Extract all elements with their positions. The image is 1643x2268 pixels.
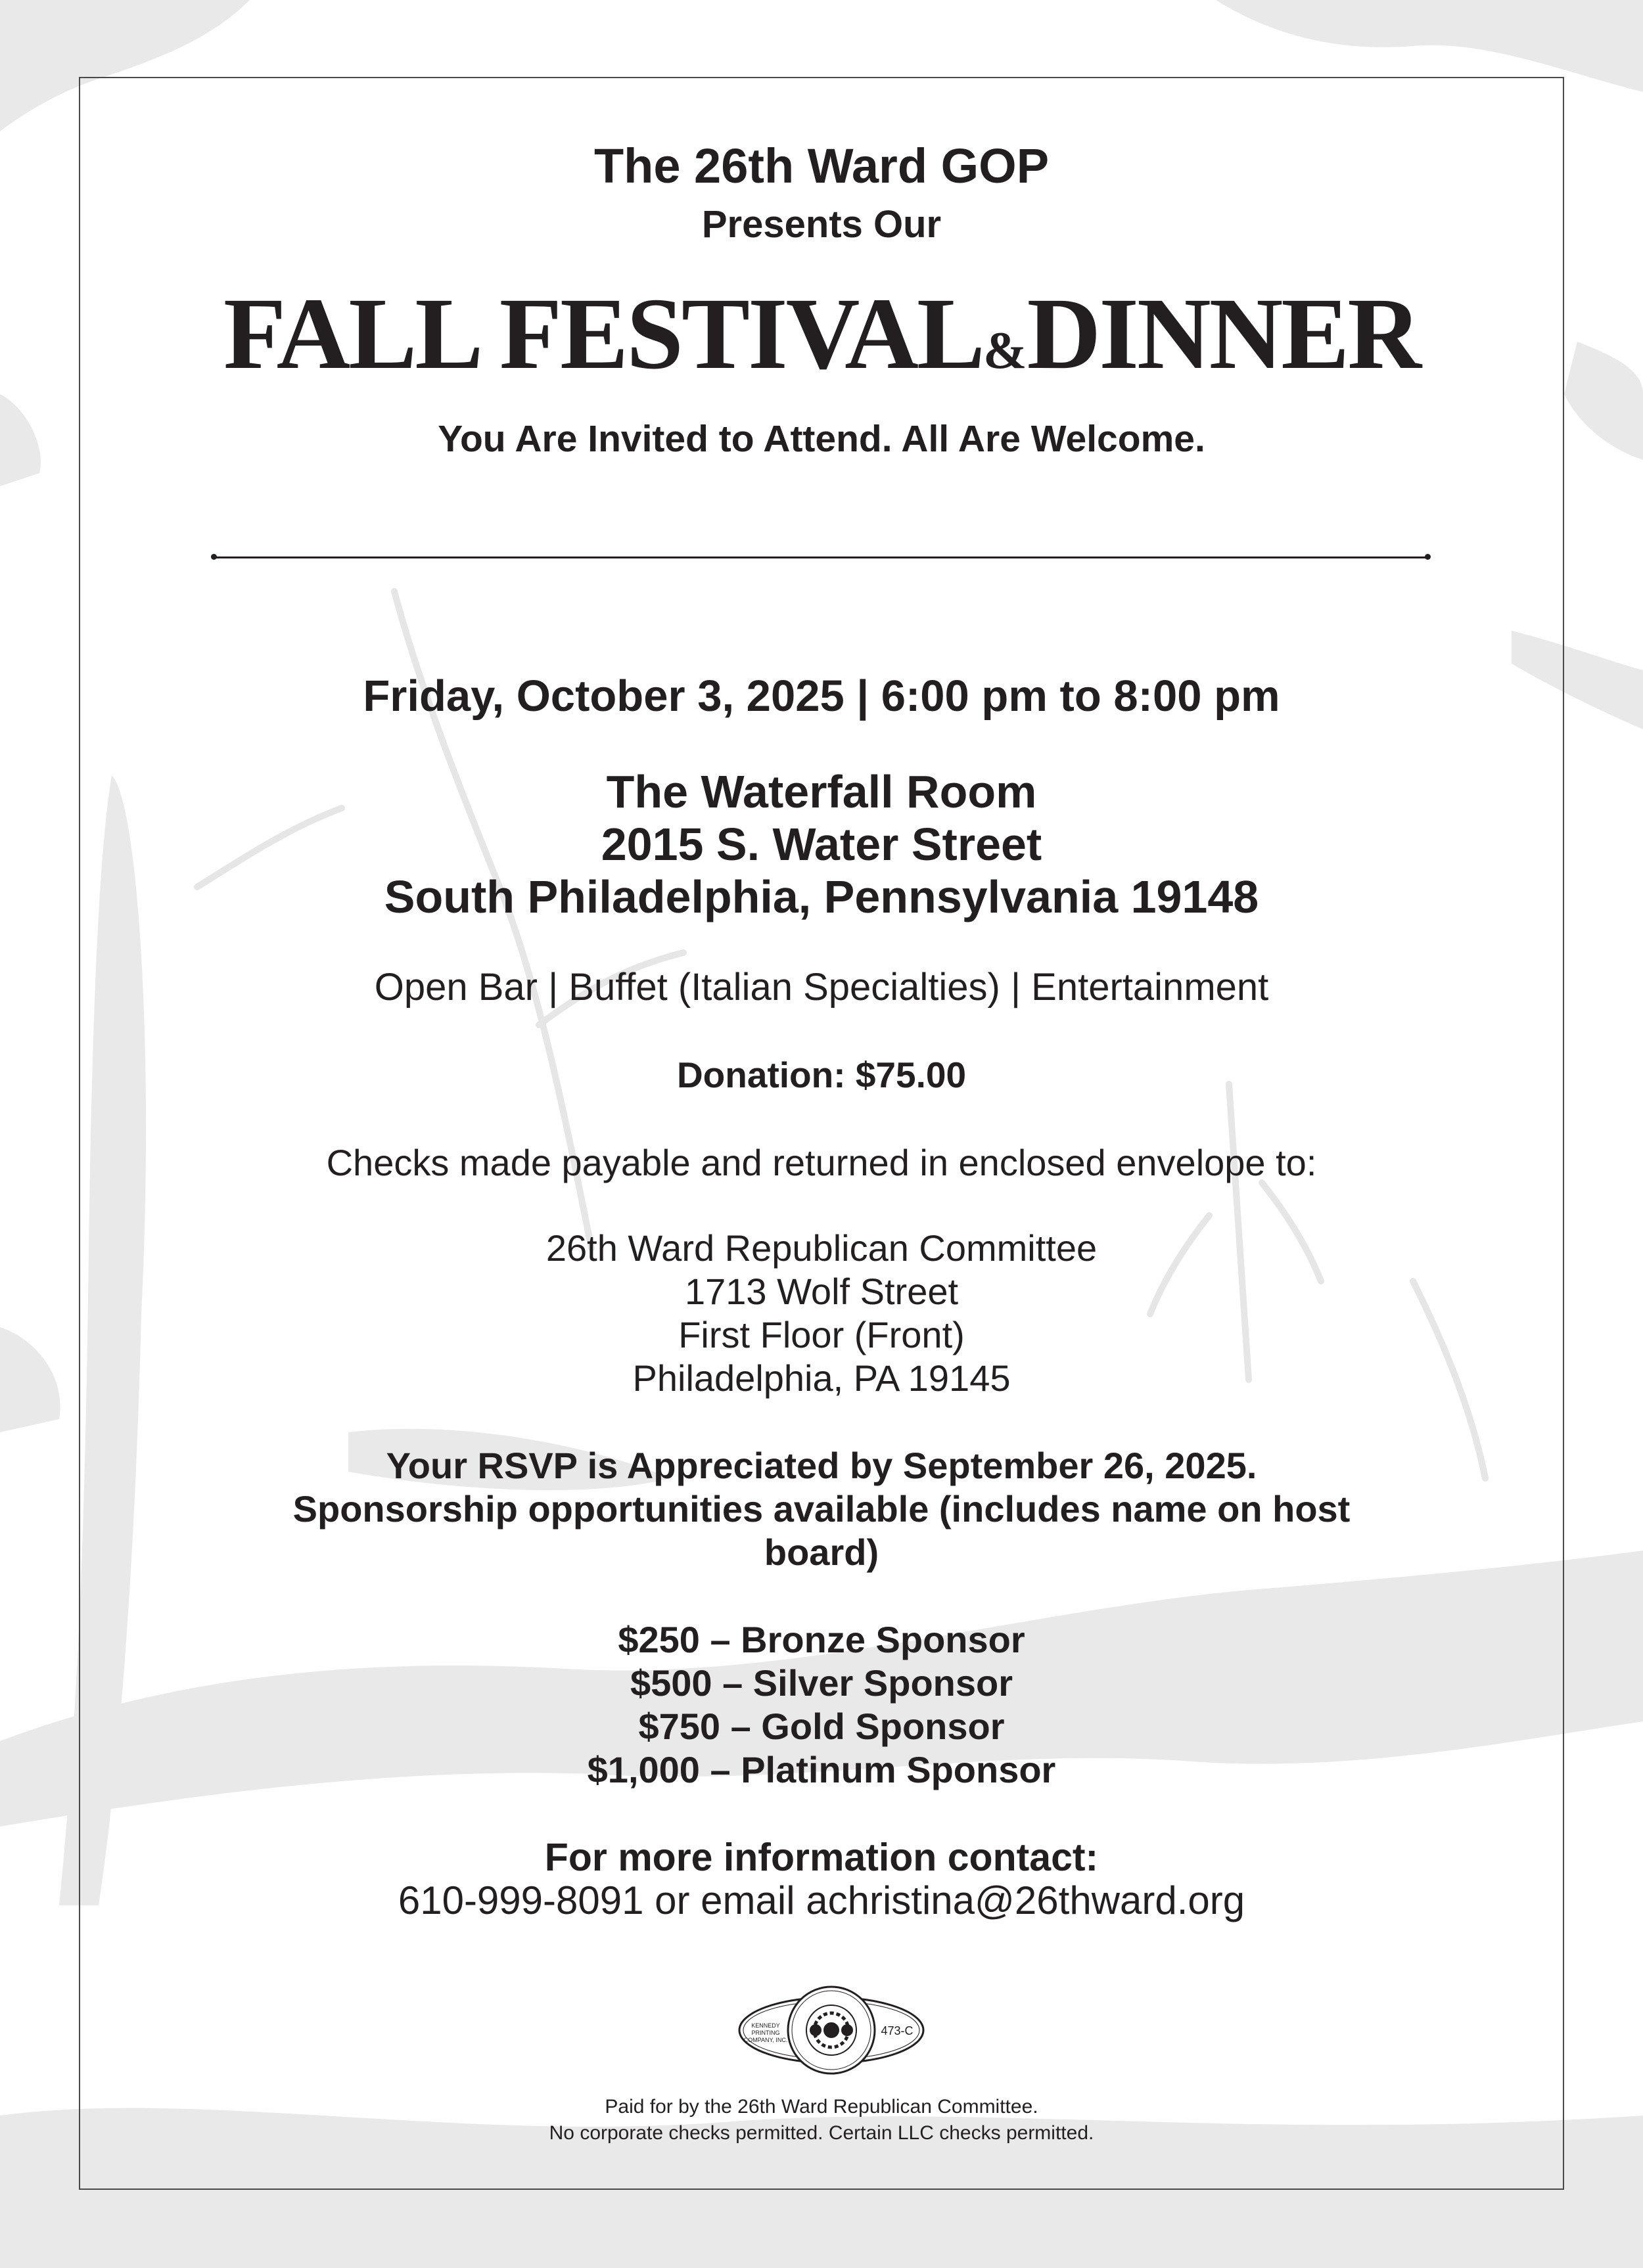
presents-line: Presents Our xyxy=(701,203,942,246)
union-label-logo xyxy=(733,1978,930,2083)
sponsor-tier: $750 – Gold Sponsor xyxy=(638,1706,1005,1747)
event-datetime: Friday, October 3, 2025 | 6:00 pm to 8:00 pm xyxy=(363,671,1280,721)
svg-text:KENNEDY: KENNEDY xyxy=(751,2022,780,2029)
venue-street: 2015 S. Water Street xyxy=(601,819,1042,870)
venue-name: The Waterfall Room xyxy=(606,766,1037,817)
title-part-1: FALL FESTIVAL xyxy=(223,277,983,390)
rsvp-deadline: Your RSVP is Appreciated by September 26, 2025. xyxy=(386,1445,1257,1486)
sponsorship-note: Sponsorship opportunities available (includes name on host xyxy=(292,1488,1351,1530)
sponsorship-note-cont: board) xyxy=(764,1531,879,1573)
payment-instructions: Checks made payable and returned in enclosed envelope to: xyxy=(326,1142,1317,1183)
address-line: First Floor (Front) xyxy=(678,1314,965,1355)
divider-dot-right xyxy=(1425,554,1431,560)
svg-text:473-C: 473-C xyxy=(881,2024,914,2037)
divider-dot-left xyxy=(211,554,217,560)
contact-details: 610-999-8091 or email achristina@26thward.org xyxy=(398,1878,1245,1922)
sponsor-tier: $500 – Silver Sponsor xyxy=(630,1662,1013,1704)
svg-text:PRINTING: PRINTING xyxy=(751,2030,780,2036)
sponsor-tier: $1,000 – Platinum Sponsor xyxy=(587,1749,1056,1790)
title-part-2: DINNER xyxy=(1027,277,1420,390)
footer-paid-for: Paid for by the 26th Ward Republican Committee. xyxy=(605,2096,1038,2118)
sponsor-tier: $250 – Bronze Sponsor xyxy=(618,1619,1025,1660)
venue-city: South Philadelphia, Pennsylvania 19148 xyxy=(384,871,1259,922)
address-line: 26th Ward Republican Committee xyxy=(545,1227,1098,1269)
event-title xyxy=(0,275,1643,393)
divider xyxy=(214,556,1428,558)
amenities: Open Bar | Buffet (Italian Specialties) | Entertainment xyxy=(374,966,1269,1009)
footer-disclaimer: No corporate checks permitted. Certain LLC checks permitted. xyxy=(549,2122,1094,2144)
donation: Donation: $75.00 xyxy=(676,1055,967,1095)
title-ampersand: & xyxy=(983,322,1027,380)
presenter-line: The 26th Ward GOP xyxy=(593,139,1050,193)
invitation-line: You Are Invited to Attend. All Are Welcome. xyxy=(438,418,1205,460)
address-line: 1713 Wolf Street xyxy=(684,1271,959,1312)
address-line: Philadelphia, PA 19145 xyxy=(632,1357,1011,1399)
svg-text:COMPANY, INC.: COMPANY, INC. xyxy=(743,2037,788,2043)
contact-heading: For more information contact: xyxy=(544,1836,1099,1879)
